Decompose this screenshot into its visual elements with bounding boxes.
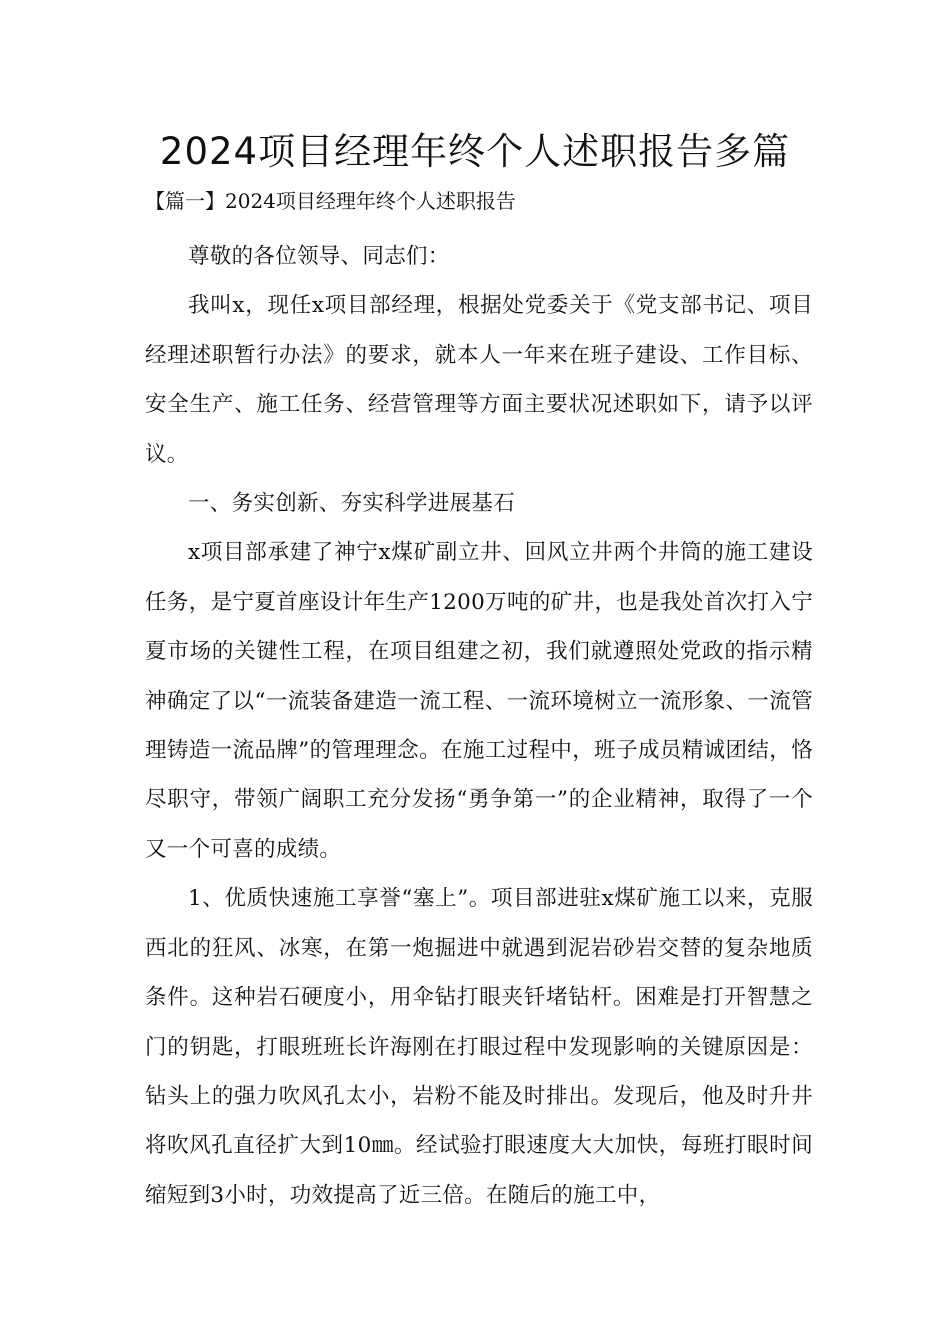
body-paragraph: x项目部承建了神宁x煤矿副立井、回风立井两个井筒的施工建设任务，是宁夏首座设计年生产1200万吨的矿井，也是我处首次打入宁夏市场的关键性工程，在项目组建之初，我们就遵照处党政的指示精神确定了以“一流装备建造一流工程、一流环境树立一流形象、一流管理铸造一流品牌”的管理理念。在施工过程中，班子成员精诚团结，恪尽职守，带领广阔职工充分发扬“勇争第一”的企业精神，取得了一个又一个可喜的成绩。 bbox=[145, 540, 813, 862]
document-title: 2024项目经理年终个人述职报告多篇 bbox=[159, 130, 791, 173]
body-paragraph: 1、优质快速施工享誉“塞上”。项目部进驻x煤矿施工以来，克服西北的狂风、冰寒，在第一炮掘进中就遇到泥岩砂岩交替的复杂地质条件。这种岩石硬度小，用伞钻打眼夹钎堵钻杆。困难是打开智慧之门的钥匙，打眼班班长许海刚在打眼过程中发现影响的关键原因是：钻头上的强力吹风孔太小，岩粉不能及时排出。发现后，他及时升井将吹风孔直径扩大到10㎜。经试验打眼速度大大加快，每班打眼时间缩短到3小时，功效提高了近三倍。在随后的施工中， bbox=[145, 886, 813, 1208]
salutation-paragraph: 尊敬的各位领导、同志们： bbox=[188, 244, 450, 269]
document-body bbox=[145, 232, 813, 1220]
intro-paragraph: 我叫x，现任x项目部经理，根据处党委关于《党支部书记、项目经理述职暂行办法》的要求，就本人一年来在班子建设、工作目标、安全生产、施工任务、经营管理等方面主要状况述职如下，请予以评议。 bbox=[145, 293, 813, 467]
subsection-heading: 一、务实创新、夯实科学进展基石 bbox=[188, 491, 516, 517]
section-heading: 【篇一】2024项目经理年终个人述职报告 bbox=[145, 189, 516, 213]
